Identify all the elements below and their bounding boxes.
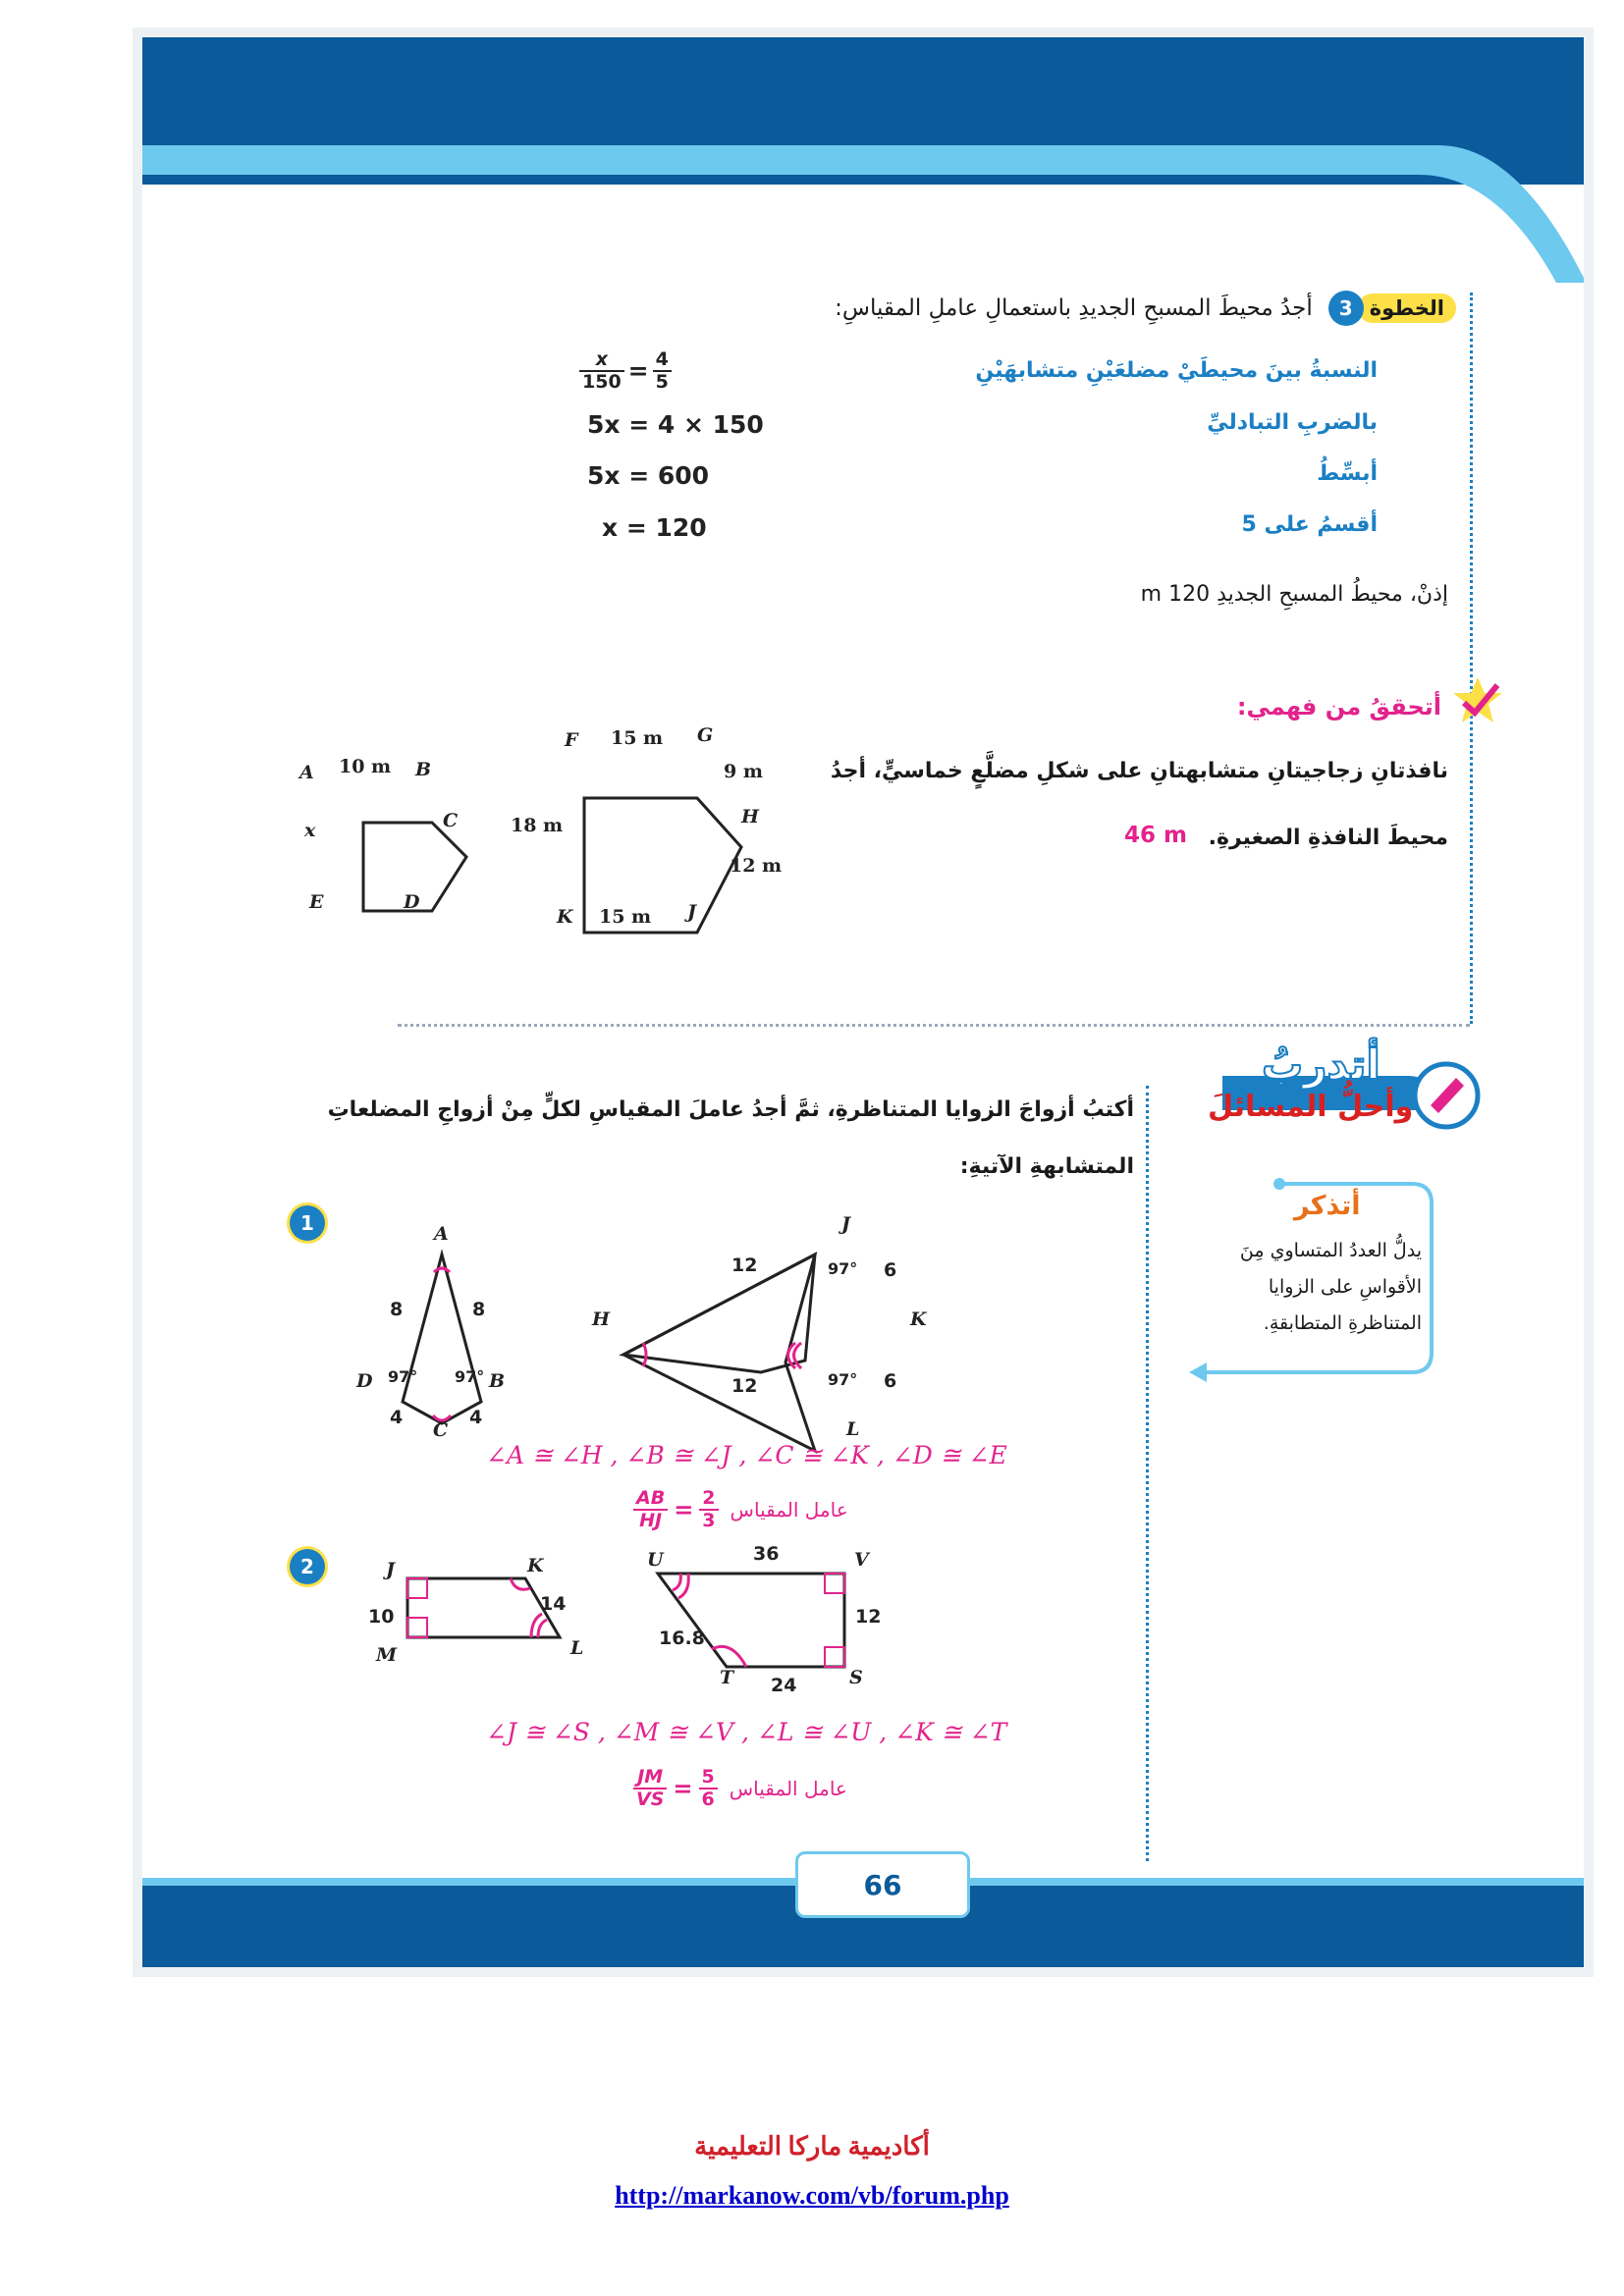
textbook-page bbox=[142, 37, 1584, 1967]
label-x: x bbox=[304, 820, 316, 841]
p1-label-B: B bbox=[489, 1370, 506, 1392]
label-J: J bbox=[687, 901, 696, 923]
p2-answer-angles: ∠J ≅ ∠S , ∠M ≅ ∠V , ∠L ≅ ∠U , ∠K ≅ ∠T bbox=[486, 1718, 1007, 1746]
label-ab: 10 m bbox=[339, 756, 392, 777]
label-kj: 15 m bbox=[599, 906, 652, 928]
p1-label-H: H bbox=[592, 1308, 610, 1330]
p1-label-hj: 12 bbox=[731, 1255, 758, 1276]
check-answer: 46 m bbox=[1124, 823, 1187, 848]
work-reason-3: أبسِّطُ bbox=[1317, 461, 1378, 486]
p1-ratio-num: AB bbox=[633, 1488, 668, 1511]
equation-3: 5x = 600 bbox=[587, 461, 710, 490]
dotted-border-bottom bbox=[398, 1024, 1470, 1027]
work-reason-1: النسبةُ بينَ محيطَيْ مضلعَيْنِ متشابهَيْنِ bbox=[975, 358, 1378, 383]
p1-label-C: C bbox=[433, 1419, 449, 1441]
p2-scale-factor: $\frac{JM}{VS}$ = $\frac{5}{6}$ عامل المقياس bbox=[633, 1767, 847, 1810]
p2-label-U: U bbox=[647, 1549, 664, 1571]
page-number-box bbox=[795, 1851, 970, 1918]
ratio-equation: $\frac{x}{150}$ = $\frac{4}{5}$ bbox=[579, 349, 672, 393]
p2-value-num: 5 bbox=[699, 1767, 718, 1789]
practice-badge-bottom: وأحلُّ المسائلَ bbox=[1208, 1090, 1414, 1124]
check-line-2: محيطَ النافذةِ الصغيرةِ. bbox=[1208, 826, 1448, 850]
work-reason-4: أقسمُ على 5 bbox=[1241, 512, 1378, 537]
p2-label-J: J bbox=[386, 1559, 395, 1580]
check-title: أتحققُ من فهمي: bbox=[1236, 693, 1441, 721]
forum-link[interactable]: http://markanow.com/vb/forum.php bbox=[615, 2181, 1009, 2210]
step-header bbox=[835, 291, 1456, 326]
p2-label-V: V bbox=[854, 1549, 869, 1571]
conclusion: إذنْ، محيطُ المسبحِ الجديدِ 120 m bbox=[1140, 582, 1448, 607]
p1-label-L: L bbox=[846, 1418, 860, 1440]
p1-value-den: 3 bbox=[702, 1509, 716, 1531]
p2-label-K: K bbox=[527, 1555, 544, 1576]
label-F: F bbox=[565, 729, 578, 751]
problem-1-number: 1 bbox=[290, 1205, 325, 1241]
p2-label-ts: 24 bbox=[771, 1675, 797, 1696]
label-hj: 12 m bbox=[730, 855, 783, 877]
p1-angle-J: 97° bbox=[828, 1259, 858, 1278]
dotted-border-right bbox=[1470, 293, 1473, 1024]
p1-label-J: J bbox=[841, 1213, 850, 1235]
remember-line-2: الأقواسِ على الزوايا bbox=[1268, 1276, 1422, 1298]
remember-title: أتذكر bbox=[1294, 1191, 1361, 1221]
p1-label-cb: 4 bbox=[469, 1407, 483, 1428]
p1-scale-label: عامل المقياس bbox=[730, 1497, 848, 1522]
label-fk: 18 m bbox=[511, 815, 564, 836]
p2-label-uv: 36 bbox=[753, 1543, 780, 1565]
p1-label-dc: 4 bbox=[390, 1407, 404, 1428]
p1-label-D: D bbox=[356, 1370, 373, 1392]
p1-answer-angles: ∠A ≅ ∠H , ∠B ≅ ∠J , ∠C ≅ ∠K , ∠D ≅ ∠E bbox=[486, 1441, 1007, 1469]
problem-2-number: 2 bbox=[290, 1549, 325, 1584]
p2-scale-label: عامل المقياس bbox=[729, 1776, 847, 1800]
label-fg: 15 m bbox=[611, 727, 664, 749]
p1-label-K: K bbox=[910, 1308, 927, 1330]
frac1-num: x bbox=[579, 349, 624, 372]
p2-label-M: M bbox=[376, 1644, 398, 1666]
footer-link-wrap bbox=[0, 2181, 1624, 2211]
check-star-icon bbox=[1450, 675, 1505, 730]
check-line-1: نافذتانِ زجاجيتانِ متشابهتانِ على شكلِ مضلَّعٍ خماسيٍّ، أجدُ bbox=[830, 759, 1448, 783]
equation-2: 5x = 4 × 150 bbox=[587, 410, 764, 439]
p1-label-lk: 6 bbox=[884, 1370, 897, 1392]
p1-angle-L: 97° bbox=[828, 1370, 858, 1389]
frac2-num: 4 bbox=[653, 349, 672, 372]
header-band bbox=[142, 37, 1584, 283]
p1-label-jk: 6 bbox=[884, 1259, 897, 1281]
p1-label-ad: 8 bbox=[390, 1299, 404, 1320]
p2-ratio-num: JM bbox=[633, 1767, 667, 1789]
practice-instruction-1: أكتبُ أزواجَ الزوايا المتناظرةِ، ثمَّ أجدُ عاملَ المقياسِ لكلٍّ مِنْ أزواجِ المضلعاتِ bbox=[327, 1097, 1134, 1122]
p2-ratio-den: VS bbox=[636, 1788, 665, 1810]
label-gh: 9 m bbox=[724, 761, 763, 782]
p1-label-hl: 12 bbox=[731, 1375, 758, 1397]
step-label: الخطوة bbox=[1358, 294, 1456, 323]
label-C: C bbox=[443, 810, 459, 831]
label-G: G bbox=[697, 724, 714, 746]
p2-label-jm: 10 bbox=[368, 1606, 395, 1628]
page-number: 66 bbox=[863, 1868, 902, 1901]
equation-4: x = 120 bbox=[602, 513, 707, 542]
p2-label-S: S bbox=[849, 1667, 863, 1688]
label-B: B bbox=[415, 759, 432, 780]
practice-instruction-2: المتشابهةِ الآتيةِ: bbox=[959, 1154, 1134, 1179]
problem-1-figures bbox=[349, 1215, 839, 1461]
p2-value-den: 6 bbox=[701, 1788, 715, 1810]
p1-angle-D: 97° bbox=[388, 1367, 418, 1386]
label-E: E bbox=[309, 891, 324, 913]
p1-angle-B: 97° bbox=[455, 1367, 485, 1386]
label-H: H bbox=[741, 806, 759, 828]
p1-value-num: 2 bbox=[699, 1488, 718, 1511]
label-A: A bbox=[299, 762, 314, 783]
problem-2-figures bbox=[358, 1559, 908, 1716]
academy-name: أكاديمية ماركا التعليمية bbox=[694, 2132, 930, 2161]
p2-label-ut: 16.8 bbox=[659, 1628, 705, 1649]
p2-label-L: L bbox=[570, 1637, 584, 1659]
p2-label-kl: 14 bbox=[540, 1593, 567, 1615]
practice-divider bbox=[1146, 1086, 1149, 1861]
p2-label-T: T bbox=[720, 1667, 734, 1688]
p2-label-vs: 12 bbox=[855, 1606, 882, 1628]
p1-ratio-den: HJ bbox=[639, 1509, 663, 1531]
step-number: 3 bbox=[1328, 291, 1364, 326]
remember-line-3: المتناظرةِ المتطابقةِ. bbox=[1263, 1312, 1422, 1334]
remember-line-1: يدلُّ العددُ المتساوي مِنَ bbox=[1239, 1240, 1422, 1261]
p1-scale-factor: $\frac{AB}{HJ}$ = $\frac{2}{3}$ عامل المقياس bbox=[633, 1488, 848, 1531]
practice-badge-top: أتدربُ bbox=[1262, 1041, 1380, 1089]
step-title: أجدُ محيطَ المسبحِ الجديدِ باستعمالِ عاملِ المقياسِ: bbox=[835, 295, 1313, 321]
frac2-den: 5 bbox=[655, 370, 669, 393]
p1-label-A: A bbox=[434, 1223, 449, 1245]
label-K: K bbox=[557, 906, 573, 928]
p1-label-ab: 8 bbox=[472, 1299, 486, 1320]
work-reason-2: بالضربِ التبادليِّ bbox=[1207, 410, 1378, 435]
frac1-den: 150 bbox=[582, 370, 622, 393]
label-D: D bbox=[404, 891, 420, 913]
